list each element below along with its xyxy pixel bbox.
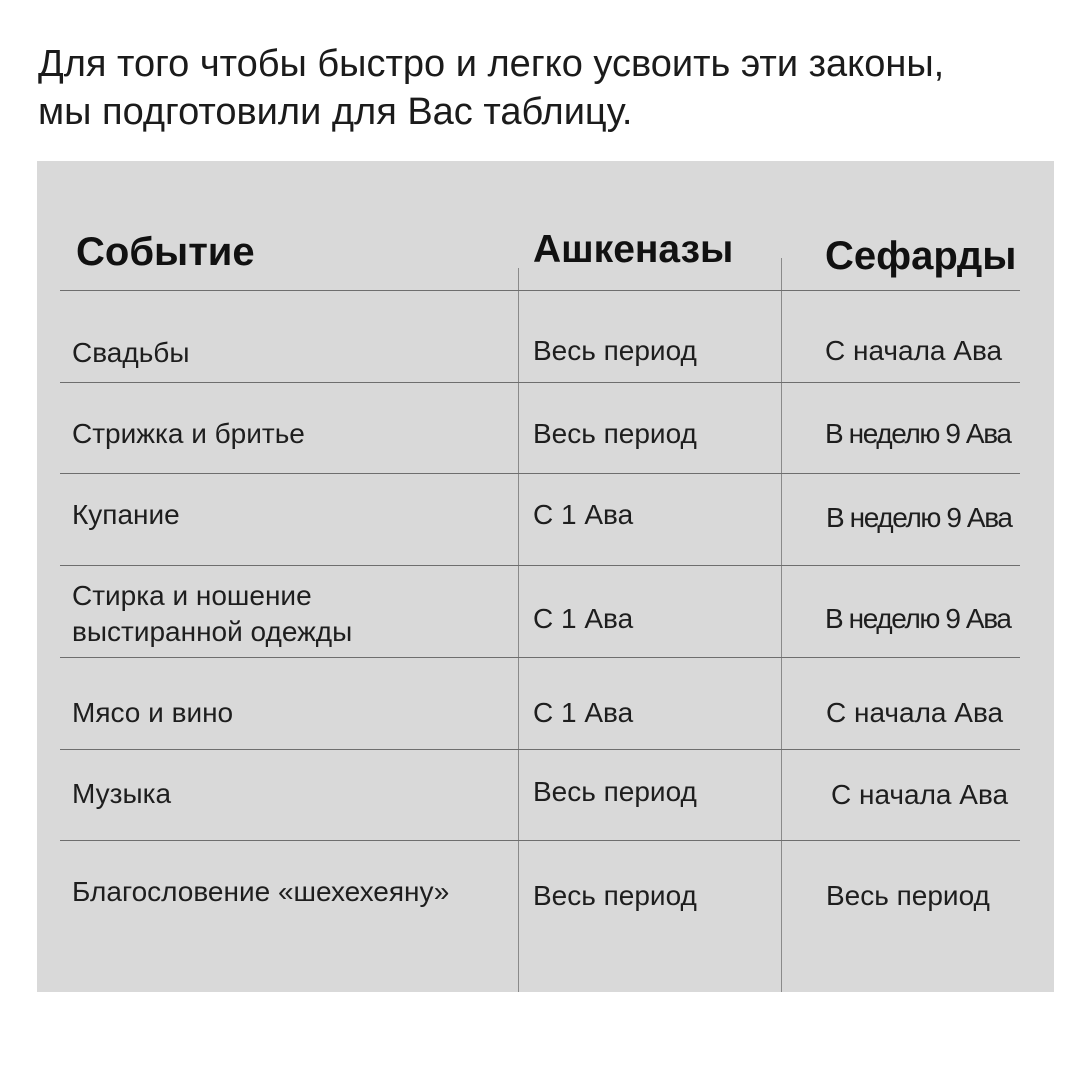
intro-line-2: мы подготовили для Вас таблицу. [38,91,633,133]
table-cell-sephardi: В неделю 9 Ава [825,418,1011,449]
header-sephardi: Сефарды [825,234,1017,278]
table-cell-ashkenazi: Весь период [533,335,697,366]
table-cell-sephardi: В неделю 9 Ава [826,502,1012,533]
row-divider [60,382,1020,383]
row-divider [60,473,1020,474]
table-cell-ashkenazi: С 1 Ава [533,603,634,634]
table-cell-ashkenazi: Весь период [533,776,697,807]
header-ashkenazi: Ашкеназы [533,228,734,271]
table-cell-sephardi: С начала Ава [831,779,1009,810]
table-cell-sephardi: В неделю 9 Ава [825,603,1011,634]
row-divider [60,840,1020,841]
table-cell-event: Благословение «шехехеяну» [72,876,450,907]
intro-line-1: Для того чтобы быстро и легко усвоить эти законы, [38,43,945,85]
table-cell-sephardi: С начала Ава [825,335,1003,366]
table-cell-event-line-2: выстиранной одежды [72,616,353,647]
table-cell-sephardi: Весь период [826,880,990,911]
header-divider [60,290,1020,291]
row-divider [60,565,1020,566]
column-divider-2 [781,258,782,992]
table-cell-ashkenazi: С 1 Ава [533,697,634,728]
table-cell-event: Музыка [72,778,172,809]
table-cell-event: Купание [72,499,180,530]
table-cell-event: Мясо и вино [72,697,234,728]
row-divider [60,657,1020,658]
row-divider [60,749,1020,750]
header-event: Событие [76,230,255,274]
table-cell-event: Свадьбы [72,337,190,368]
intro-text [38,40,1068,136]
table-cell-event: Стрижка и бритье [72,418,305,449]
table-cell-ashkenazi: Весь период [533,880,697,911]
table-cell-event-line-1: Стирка и ношение [72,580,312,611]
column-divider-1 [518,268,519,992]
table-background [37,161,1054,992]
table-cell-sephardi: С начала Ава [826,697,1004,728]
table-cell-ashkenazi: Весь период [533,418,697,449]
table-cell-ashkenazi: С 1 Ава [533,499,634,530]
